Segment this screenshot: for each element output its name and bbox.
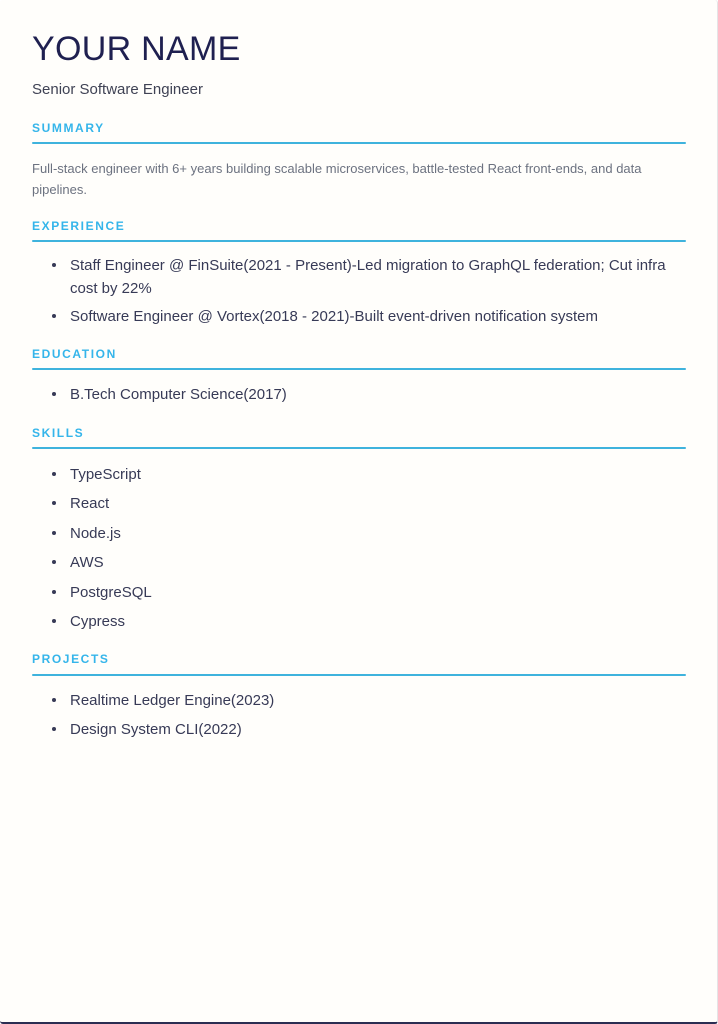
list-item: PostgreSQL xyxy=(52,581,685,604)
section-heading-experience: EXPERIENCE xyxy=(32,218,126,233)
list-item: Cypress xyxy=(52,610,685,633)
section-heading-projects: PROJECTS xyxy=(32,652,110,667)
section-divider-summary xyxy=(32,142,686,144)
candidate-job-title: Senior Software Engineer xyxy=(32,81,203,99)
summary-text: Full-stack engineer with 6+ years building scalable microservices, battle-tested React front-ends, and data pipelines. xyxy=(32,160,642,197)
skills-list xyxy=(32,463,685,633)
list-item: B.Tech Computer Science(2017) xyxy=(52,383,685,406)
section-education xyxy=(32,348,685,407)
section-projects xyxy=(32,653,685,741)
section-divider-projects xyxy=(32,674,686,676)
experience-list xyxy=(32,254,685,328)
education-list xyxy=(32,383,685,406)
list-item: TypeScript xyxy=(52,463,685,486)
section-experience xyxy=(32,220,685,328)
list-item: Node.js xyxy=(52,522,685,545)
list-item: Realtime Ledger Engine(2023) xyxy=(52,689,685,712)
section-heading-education: EDUCATION xyxy=(32,347,117,362)
list-item: Design System CLI(2022) xyxy=(52,718,685,741)
list-item: Staff Engineer @ FinSuite(2021 - Present)-Led migration to GraphQL federation; Cut infra cost by 22% xyxy=(52,254,685,301)
list-item: React xyxy=(52,492,685,515)
section-divider-skills xyxy=(32,447,686,449)
projects-list xyxy=(32,689,685,742)
section-divider-education xyxy=(32,368,686,370)
section-divider-experience xyxy=(32,240,686,242)
section-heading-skills: SKILLS xyxy=(32,425,85,440)
list-item: Software Engineer @ Vortex(2018 - 2021)-Built event-driven notification system xyxy=(52,305,685,328)
candidate-name: YOUR NAME xyxy=(32,30,241,68)
section-heading-summary: SUMMARY xyxy=(32,120,105,135)
resume-header xyxy=(32,30,685,100)
section-skills xyxy=(32,427,685,634)
section-summary xyxy=(32,122,685,200)
list-item: AWS xyxy=(52,551,685,574)
